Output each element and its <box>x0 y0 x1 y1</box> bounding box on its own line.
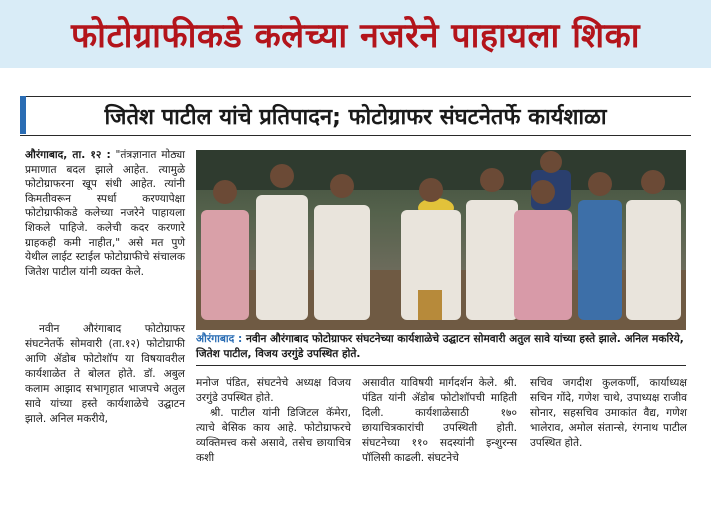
photo-caption <box>196 332 686 362</box>
column-4-text: सचिव जगदीश कुलकर्णी, कार्याध्यक्ष सचिन गोंदे, गणेश चाथे, उपाध्यक्ष राजीव सोनार, सहसचिव उमाकांत वैद्य, गणेश भालेराव, अमोल संतान्से, रंगनाथ पाटील उपस्थित होते. <box>530 377 687 449</box>
column-2-text: मनोज पंडित, संघटनेचे अध्यक्ष विजय उरगुंडे उपस्थित होते. <box>196 377 351 404</box>
article-column-4 <box>530 376 687 451</box>
dateline: औरंगाबाद, ता. १२ : <box>25 149 111 161</box>
headline-banner <box>0 0 711 68</box>
event-photo-illustration <box>196 150 686 330</box>
lead-paragraph <box>25 148 185 279</box>
column-1-text: नवीन औरंगाबाद फोटोग्राफर संघटनेतर्फे सोमवारी (ता.१२) फोटोग्राफी आणि ॲडोब फोटोशॉप या विषयावरील कार्यशाळेत ते बोलत होते. डॉ. अबुल कलाम आझाद सभागृहात भाजपचे अतुल सावे यांच्या हस्ते कार्यशाळेचे उद्घाटन झाले. अनिल मकरीये, <box>25 323 185 425</box>
subheadline-box <box>20 96 691 136</box>
subheadline-accent-bar <box>20 96 26 134</box>
column-3-text: असावीत याविषयी मार्गदर्शन केले. श्री. पंडित यांनी ॲडोब फोटोशॉपची माहिती दिली. कार्यशाळेसाठी १७० छायाचित्रकारांची उपस्थिती होती. संघटनेच्या ११० सदस्यांनी इन्शुरन्स पॉलिसी काढली. संघटनेचे <box>362 377 517 464</box>
article-column-2 <box>196 376 351 466</box>
event-photo <box>196 150 686 330</box>
article-column-1 <box>25 322 185 427</box>
lead-text: "तंत्रज्ञानात मोठ्या प्रमाणात बदल झाले आहेत. त्यामुळे फोटोग्राफरना खूप संधी आहेत. त्यांनी किमतीवरून स्पर्धा करण्यापेक्षा फोटोग्राफीकडे कलेच्या नजरेने पाहायला शिकले पाहिजे. कलेची कदर करणारे ग्राहकही कमी नाहीत," असे मत पुणे येथील लाईट स्टाईल फोटोग्राफीचे संचालक जितेश पाटील यांनी व्यक्त केले. <box>25 149 185 278</box>
subheadline: जितेश पाटील यांचे प्रतिपादन; फोटोग्राफर संघटनेतर्फे कार्यशाळा <box>104 105 607 130</box>
article-column-3 <box>362 376 517 466</box>
caption-divider <box>196 365 686 366</box>
caption-place: औरंगाबाद : <box>196 333 243 345</box>
caption-text: नवीन औरंगाबाद फोटोग्राफर संघटनेच्या कार्यशाळेचे उद्घाटन सोमवारी अतुल सावे यांच्या हस्ते झाले. अनिल मकरिये, जितेश पाटील, विजय उरगुंडे उपस्थित होते. <box>196 333 684 360</box>
headline: फोटोग्राफीकडे कलेच्या नजरेने पाहायला शिका <box>70 16 641 56</box>
column-2-text-b: श्री. पाटील यांनी डिजिटल कॅमेरा, त्याचे बेसिक काय आहे. फोटोग्राफरचे व्यक्तिमत्त्व कसे असावे, तसेच छायाचित्र कशी <box>196 407 351 464</box>
